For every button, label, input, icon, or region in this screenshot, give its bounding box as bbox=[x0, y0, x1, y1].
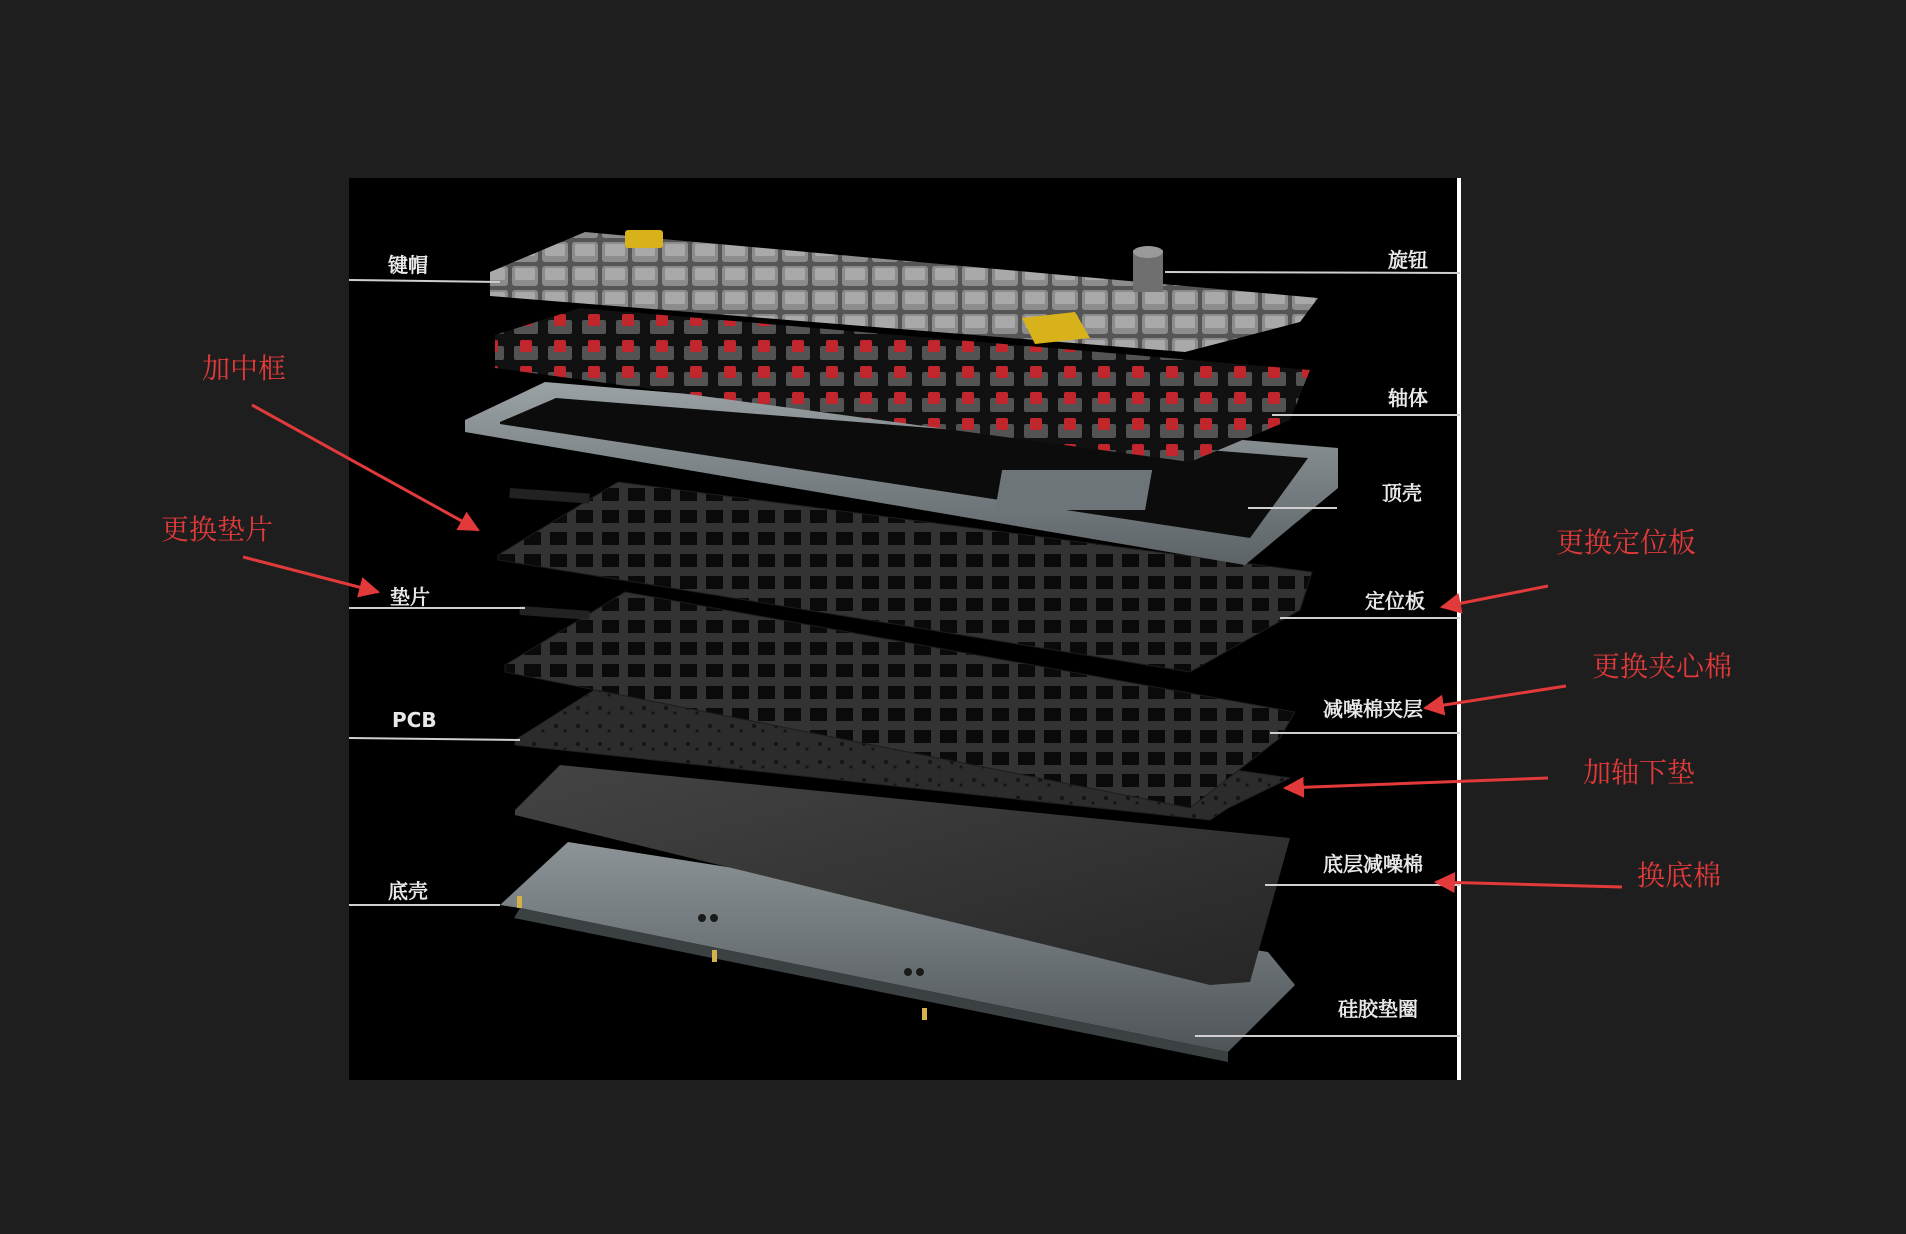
knob-part bbox=[1133, 246, 1163, 292]
annotation-replace-bottom-foam: 换底棉 bbox=[1637, 859, 1722, 892]
annotation-replace-plate: 更换定位板 bbox=[1556, 526, 1697, 559]
label-top-case: 顶壳 bbox=[1382, 481, 1422, 505]
label-silicone-ring: 硅胶垫圈 bbox=[1338, 997, 1418, 1021]
label-plate: 定位板 bbox=[1365, 589, 1425, 613]
label-bottom-foam: 底层减噪棉 bbox=[1323, 852, 1423, 876]
label-switches: 轴体 bbox=[1388, 386, 1428, 410]
label-gasket: 垫片 bbox=[390, 585, 430, 609]
leader-knob bbox=[1165, 272, 1460, 273]
label-keycaps: 键帽 bbox=[388, 253, 428, 277]
annotation-replace-gasket: 更换垫片 bbox=[161, 513, 274, 546]
label-pcb: PCB bbox=[392, 708, 437, 732]
annotation-add-middle-frame: 加中框 bbox=[202, 352, 287, 385]
annotation-add-switch-pad: 加轴下垫 bbox=[1583, 756, 1696, 789]
annotation-replace-sandwich-foam: 更换夹心棉 bbox=[1592, 650, 1733, 683]
label-sandwich-foam: 减噪棉夹层 bbox=[1323, 697, 1423, 721]
label-bottom-case: 底壳 bbox=[388, 879, 428, 903]
label-knob: 旋钮 bbox=[1388, 248, 1428, 272]
arrow-replace-bottom-foam bbox=[1436, 882, 1622, 887]
